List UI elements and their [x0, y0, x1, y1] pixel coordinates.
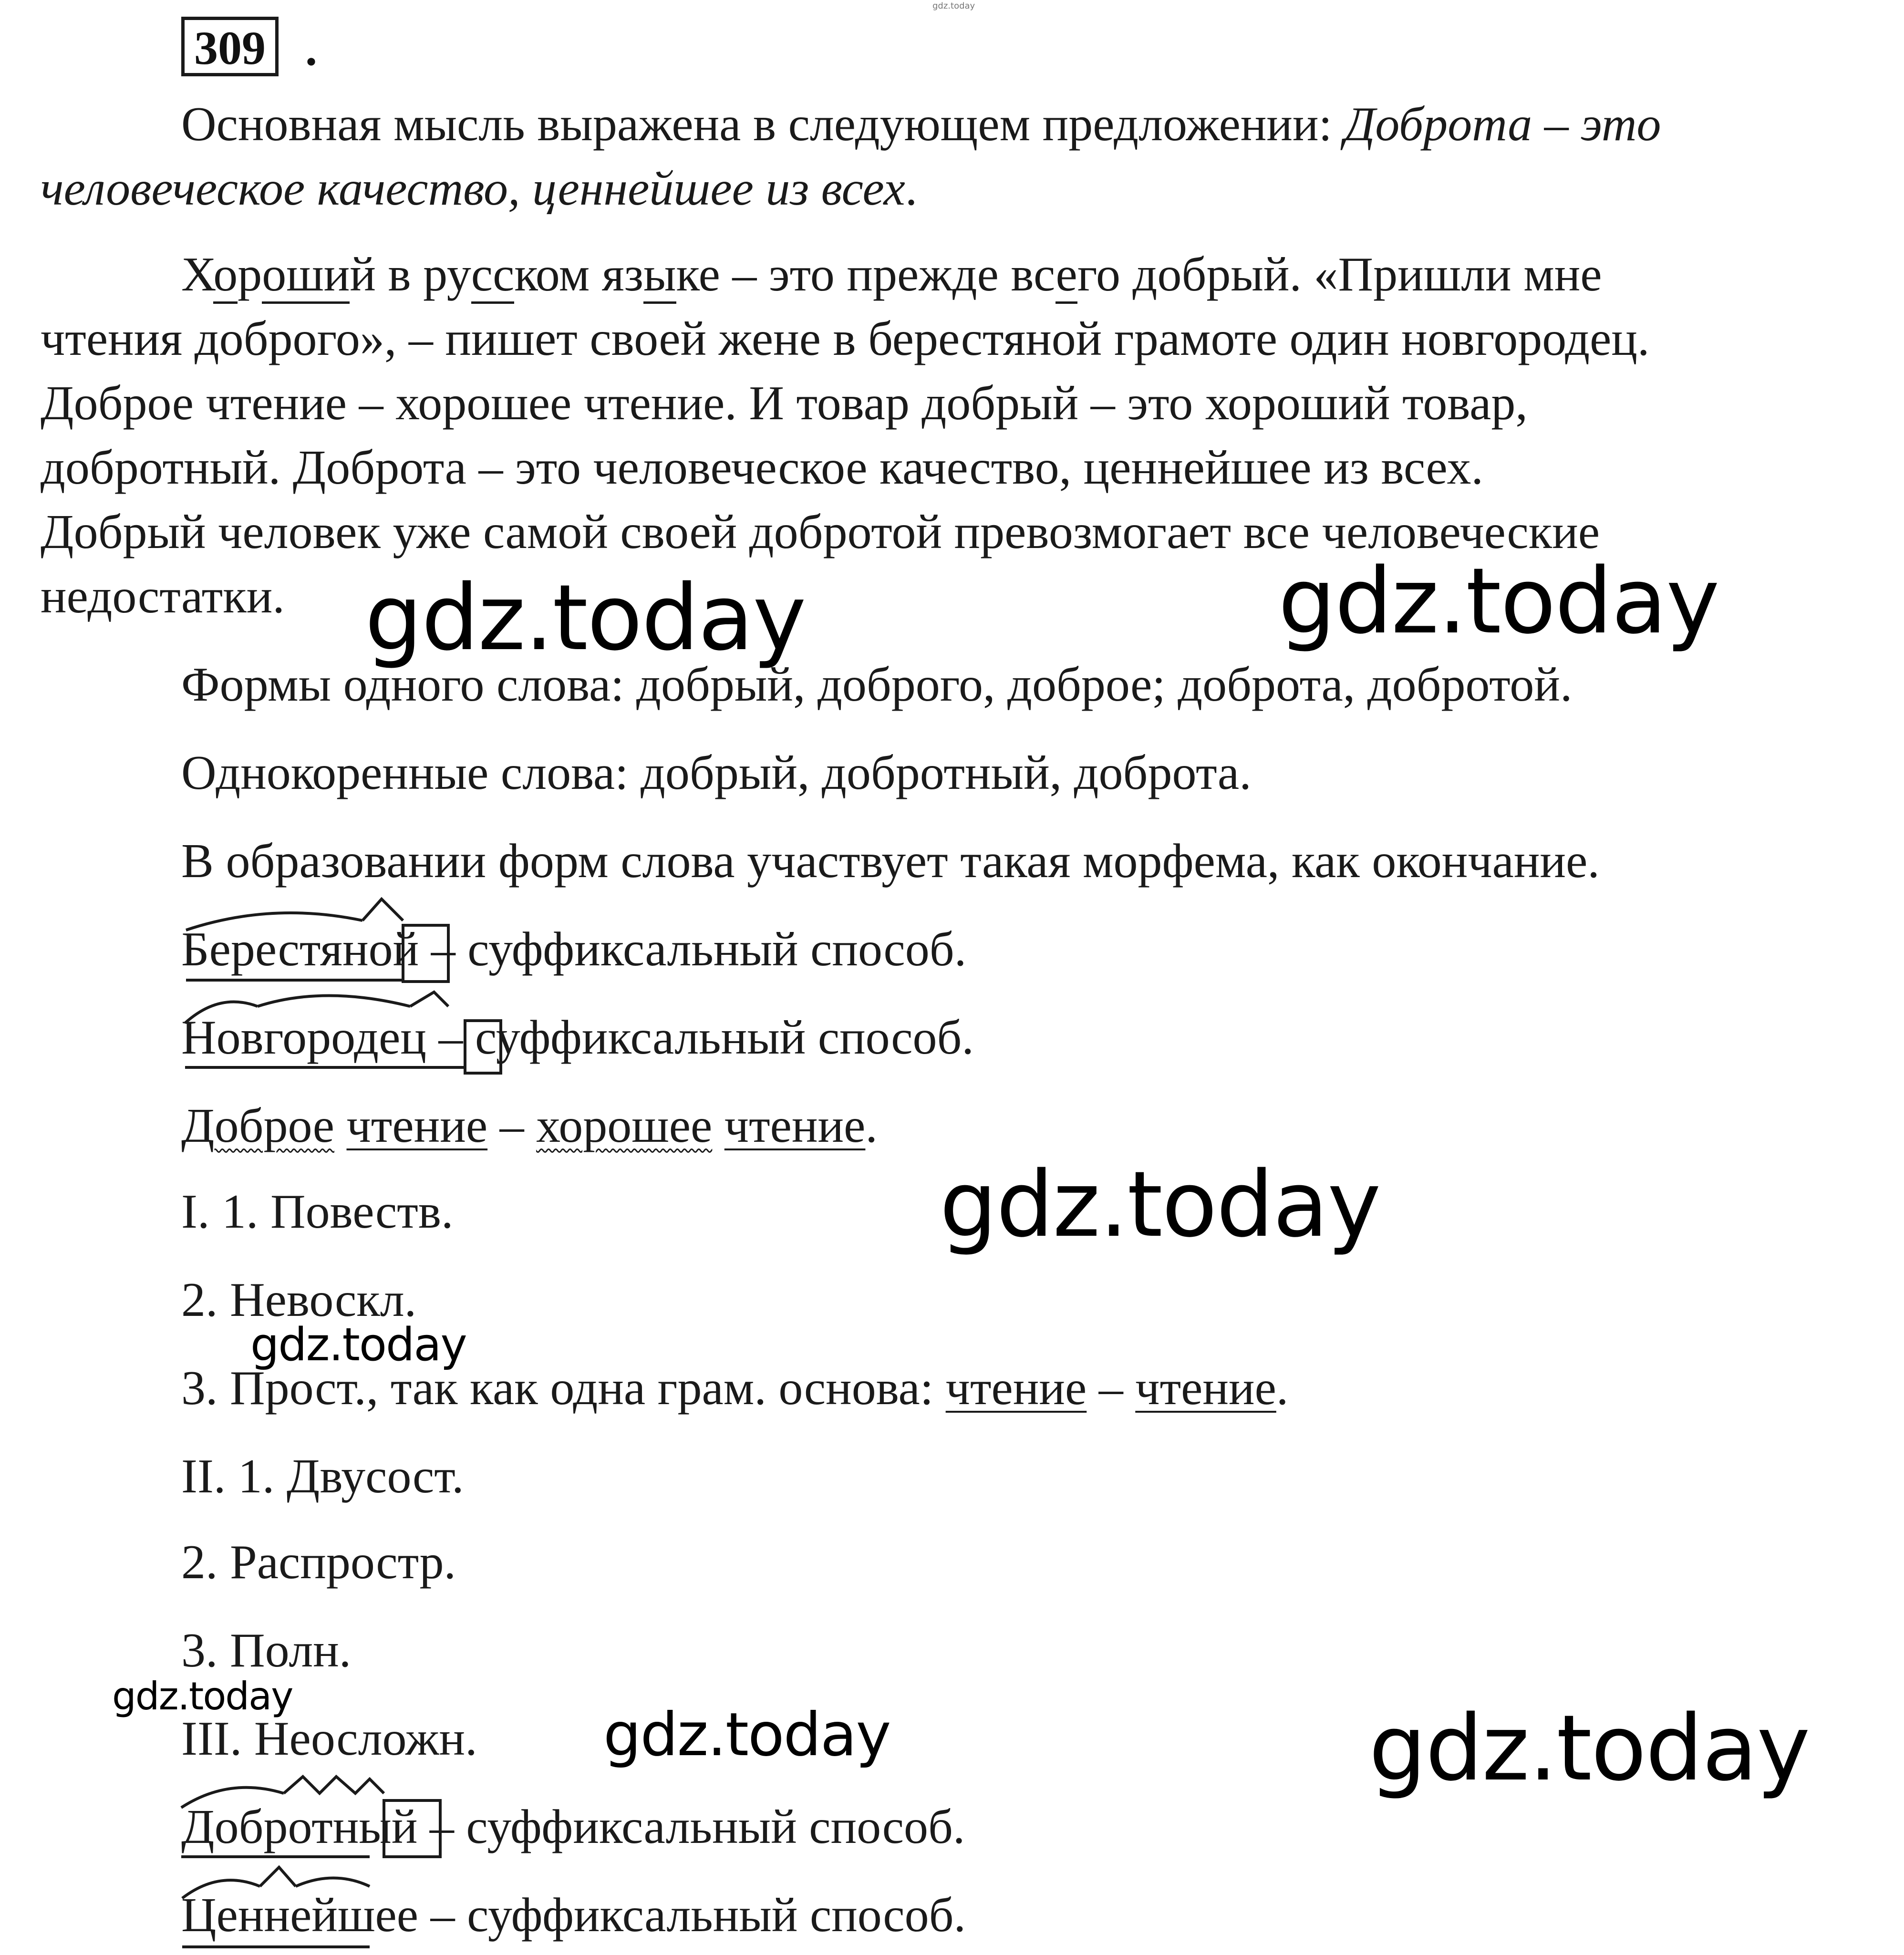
paragraph-2-line-4: добротный. Доброта – это человеческое качество, ценнейшее из всех. [41, 441, 1483, 495]
char-ii-2: 2. Распростр. [181, 1535, 456, 1589]
cognate-words: Однокоренные слова: добрый, добротный, доброта. [181, 746, 1252, 800]
paragraph-2-line-2: чтения доброго», – пишет своей жене в берестяной грамоте один новгородец. [41, 312, 1650, 366]
paragraph-2-line-5: Добрый человек уже самой своей добротой превозмогает все человеческие [41, 505, 1600, 559]
char-i-1: I. 1. Повеств. [181, 1185, 454, 1239]
watermark-3: gdz.today [940, 1152, 1380, 1257]
word-forms: Формы одного слова: добрый, доброго, доброе; доброта, добротой. [181, 658, 1573, 712]
analysis-line-4: Ценнейшее – суффиксальный способ. [181, 1888, 966, 1942]
char-ii-1: II. 1. Двусост. [181, 1449, 464, 1503]
char-i-2: 2. Невоскл. [181, 1273, 417, 1327]
analysis-line-3: Добротный – суффиксальный способ. [181, 1800, 965, 1854]
paragraph-1-line-1: Основная мысль выражена в следующем предложении: Доброта – это [181, 97, 1661, 151]
parsed-sentence: Доброе чтение – хорошее чтение. [181, 1099, 878, 1153]
watermark-1: gdz.today [365, 565, 806, 671]
watermark-4: gdz.today [250, 1319, 466, 1371]
morpheme-note: В образовании форм слова участвует такая морфема, как окончание. [181, 834, 1600, 888]
analysis-line-2: Новгородец – суффиксальный способ. [181, 1011, 974, 1065]
watermark-6: gdz.today [603, 1700, 890, 1769]
task-number: 309 [181, 17, 279, 76]
watermark-tiny: gdz.today [932, 1, 975, 11]
watermark-7: gdz.today [1369, 1696, 1810, 1801]
paragraph-1-line-2: человеческое качество, ценнейшее из всех. [41, 162, 918, 216]
task-number-dot: . [305, 22, 317, 75]
paragraph-2-line-6: недостатки. [41, 569, 285, 623]
analysis-line-1: Берестяной – суффиксальный способ. [181, 922, 967, 976]
char-i-3: 3. Прост., так как одна грам. основа: чтение – чтение. [181, 1361, 1289, 1415]
char-ii-3: 3. Полн. [181, 1624, 352, 1677]
char-iii: III. Неосложн. [181, 1712, 477, 1766]
paragraph-2-line-3: Доброе чтение – хорошее чтение. И товар добрый – это хороший товар, [41, 376, 1528, 430]
paragraph-2-line-1: Хороший в русском языке – это прежде всего добрый. «Пришли мне [181, 250, 1602, 299]
watermark-2: gdz.today [1278, 548, 1719, 654]
watermark-5: gdz.today [112, 1674, 293, 1718]
